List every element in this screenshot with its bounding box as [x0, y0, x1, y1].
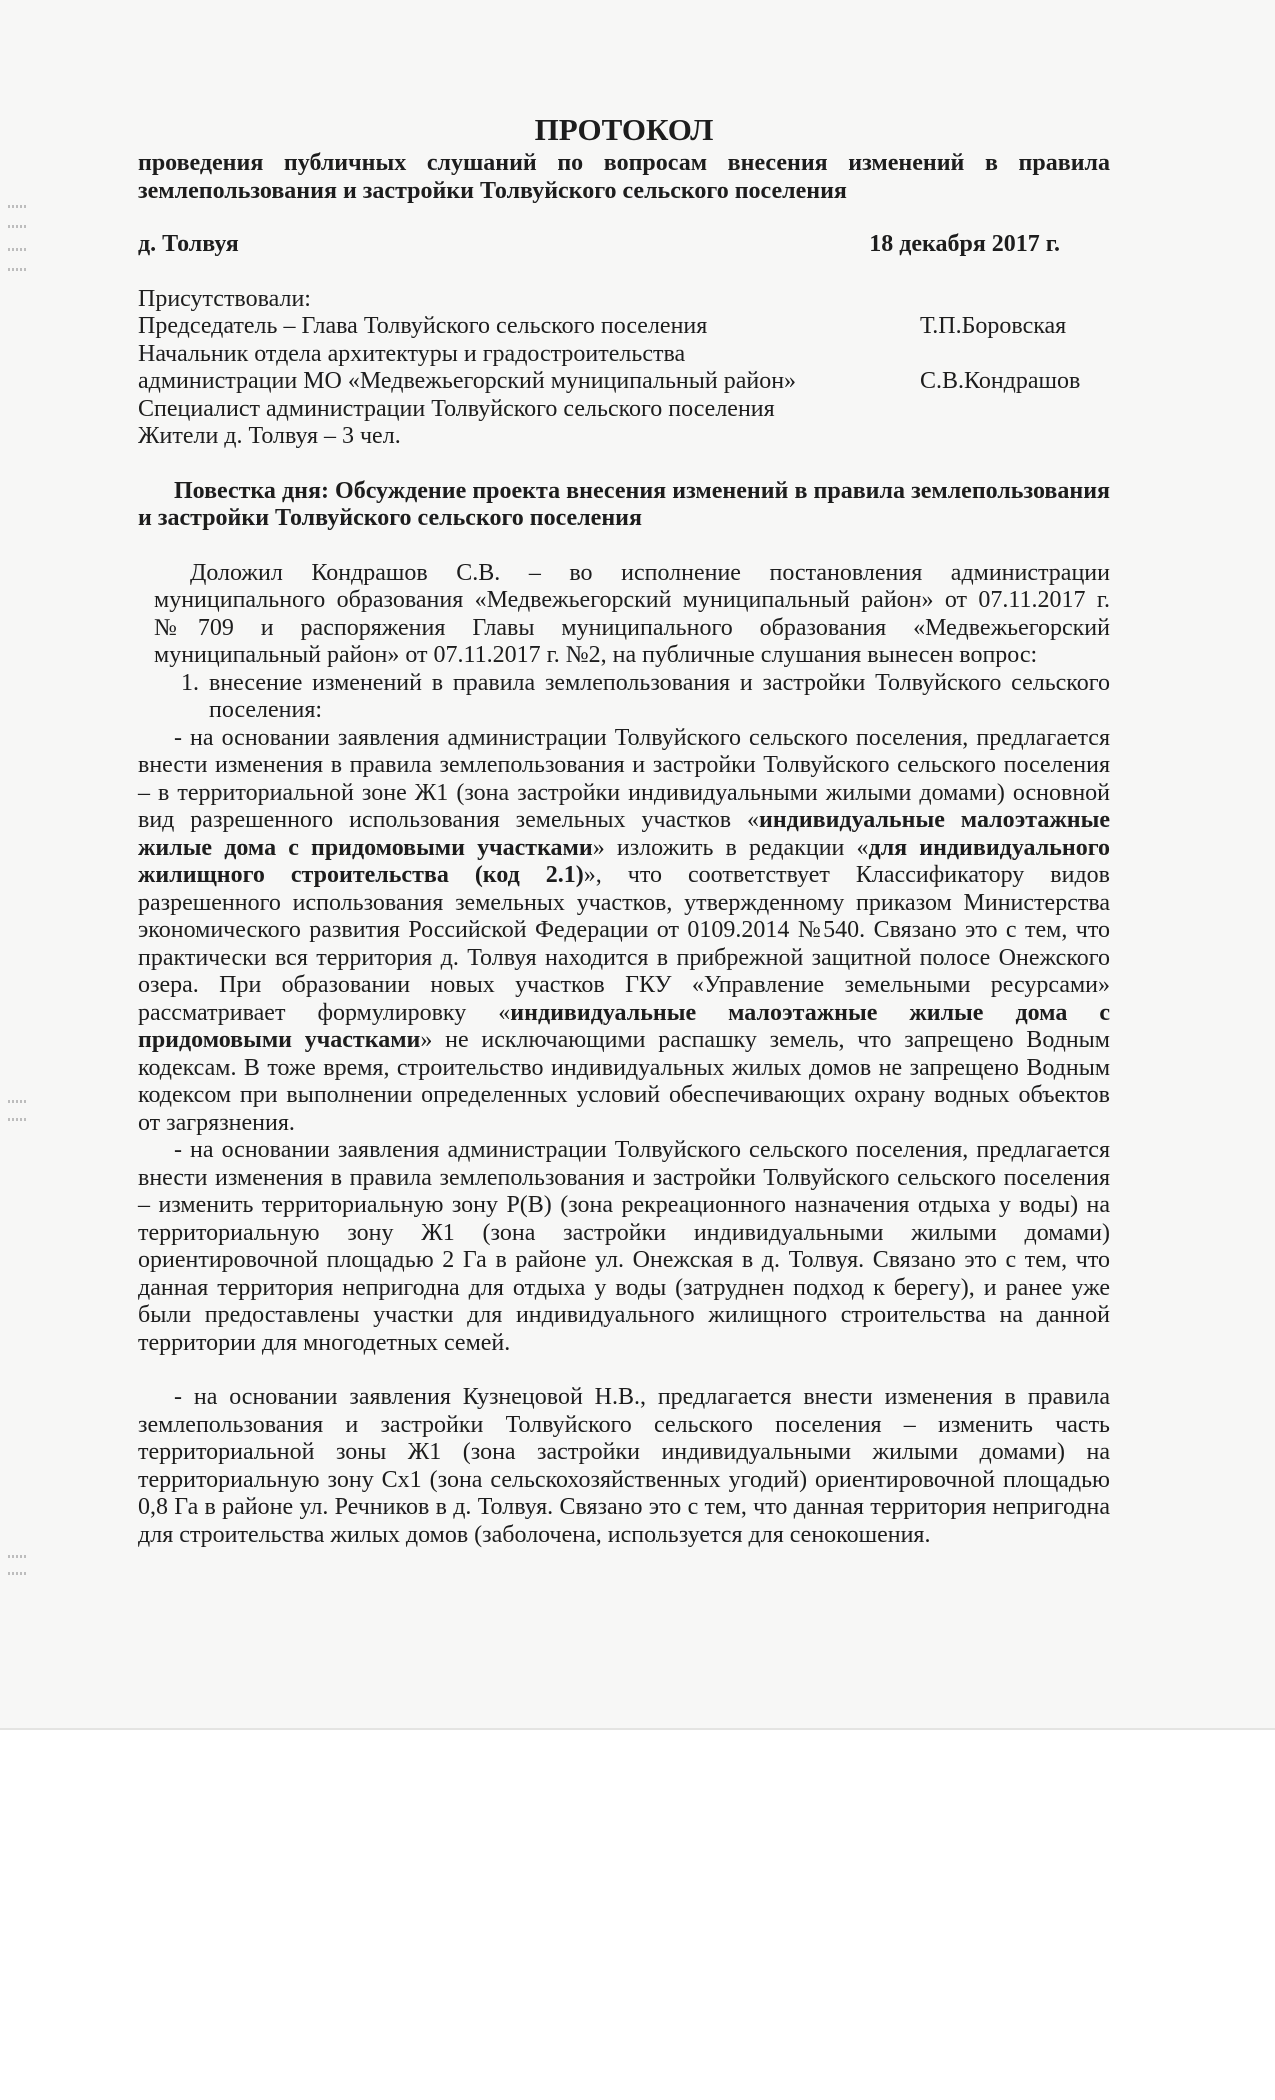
- attendee-row: [138, 313, 1110, 341]
- bold-phrase: индивидуальные малоэтажные жилые дома с придомовыми участками: [138, 807, 1110, 861]
- attendees-block: [138, 286, 1110, 451]
- document-title: ПРОТОКОЛ: [534, 112, 714, 147]
- scan-margin-mark: [8, 225, 26, 228]
- report-paragraph: Доложил Кондрашов С.В. – во исполнение постановления администрации муниципального образования «Медвежьегорский муниципальный район» от 07.11.2017 г. №709 и распоряжения Главы муниципального образования «Медвежьегорский муниципальный район» от 07.11.2017 г. №2, на публичные слушания вынесен вопрос:: [154, 559, 1110, 668]
- bold-phrase: индивидуальные малоэтажные жилые дома с придомовыми участками: [138, 999, 1110, 1053]
- proposal-paragraph-1: - на основании заявления администрации Толвуйского сельского поселения, предлагается внести изменения в правила землепользования и застройки Толвуйского сельского поселения – в территориальной зоне Ж1 (зона застройки индивидуальными жилыми домами) основной вид разрешенного использования земельных участков «индивидуальные малоэтажные жилые дома с придомовыми участками» изложить в редакции «для индивидуального жилищного строительства (код 2.1)», что соответствует Классификатору видов разрешенного использования земельных участков, утвержденному приказом Министерства экономического развития Российской Федерации от 0109.2014 №540. Связано это с тем, что практически вся территория д. Толвуя находится в прибрежной защитной полосе Онежского озера. При образовании новых участков ГКУ «Управление земельными ресурсами» рассматривает формулировку «индивидуальные малоэтажные жилые дома с придомовыми участками» не исключающими распашку земель, что запрещено Водным кодексам. В тоже время, строительство индивидуальных жилых домов не запрещено Водным кодексом при выполнении определенных условий обеспечивающих охрану водных объектов от загрязнения.: [138, 724, 1110, 1136]
- scan-margin-mark: [8, 248, 26, 251]
- proposal-paragraph-2: - на основании заявления администрации Толвуйского сельского поселения, предлагается внести изменения в правила землепользования и застройки Толвуйского сельского поселения – изменить территориальную зону Р(В) (зона рекреационного назначения отдыха у воды) на территориальную зону Ж1 (зона застройки индивидуальными жилыми домами) ориентировочной площадью 2 Га в районе ул. Онежская в д. Толвуя. Связано это с тем, что данная территория непригодна для отдыха у воды (затруднен подход к берегу), и ранее уже были предоставлены участки для индивидуального жилищного строительства на данной территории для многодетных семей.: [138, 1137, 1110, 1356]
- attendee-row: [138, 341, 1110, 369]
- attendee-row: [138, 423, 1110, 451]
- proposal-paragraph-3: - на основании заявления Кузнецовой Н.В., предлагается внести изменения в правила землепользования и застройки Толвуйского сельского поселения – изменить часть территориальной зоны Ж1 (зона застройки индивидуальными жилыми домами) на территориальную зону Сх1 (зона сельскохозяйственных угодий) ориентировочной площадью 0,8 Га в районе ул. Речников в д. Толвуя. Связано это с тем, что данная территория непригодна для строительства жилых домов (заболочена, используется для сенокошения.: [138, 1384, 1110, 1548]
- attendee-role: Начальник отдела архитектуры и градостроительства: [138, 340, 686, 367]
- scan-margin-mark: [8, 1555, 26, 1558]
- attendee-role: Специалист администрации Толвуйского сельского поселения: [138, 395, 775, 422]
- scan-margin-mark: [8, 1572, 26, 1575]
- place-date-row: [138, 231, 1110, 259]
- attendee-name: Т.П.Боровская: [920, 313, 1067, 339]
- scan-margin-mark: [8, 1118, 26, 1121]
- list-item-number: 1.: [181, 669, 199, 696]
- attendee-name: [920, 396, 1110, 424]
- scan-margin-mark: [8, 268, 26, 271]
- protocol-body: [138, 560, 1110, 1550]
- protocol-document: [138, 112, 1110, 1549]
- attendee-name: [920, 341, 1110, 369]
- attendee-name: [920, 423, 1110, 451]
- bold-phrase: для индивидуального жилищного строительства (код 2.1): [138, 834, 1110, 888]
- document-subtitle: проведения публичных слушаний по вопросам внесения изменений в правила землепользования и застройки Толвуйского сельского поселения: [138, 150, 1110, 204]
- date: 18 декабря 2017 г.: [869, 231, 1060, 257]
- scan-margin-mark: [8, 205, 26, 208]
- attendee-role: администрации МО «Медвежьегорский муниципальный район»: [138, 368, 797, 394]
- list-item: [138, 670, 1110, 725]
- scan-margin-mark: [8, 1100, 26, 1103]
- attendee-role: Председатель – Глава Толвуйского сельского поселения: [138, 313, 708, 339]
- agenda: Повестка дня: Обсуждение проекта внесения изменений в правила землепользования и застройки Толвуйского сельского поселения: [138, 477, 1110, 531]
- scan-edge-line: [0, 1728, 1275, 1730]
- attendee-role: Жители д. Толвуя – 3 чел.: [138, 423, 401, 449]
- attendee-name: С.В.Кондрашов: [920, 368, 1081, 394]
- place: д. Толвуя: [138, 231, 239, 257]
- attendees-heading: Присутствовали:: [138, 285, 311, 312]
- attendee-row: [138, 368, 1110, 396]
- attendee-row: [138, 396, 1110, 424]
- list-item-text: внесение изменений в правила землепользования и застройки Толвуйского сельского поселения:: [209, 669, 1110, 723]
